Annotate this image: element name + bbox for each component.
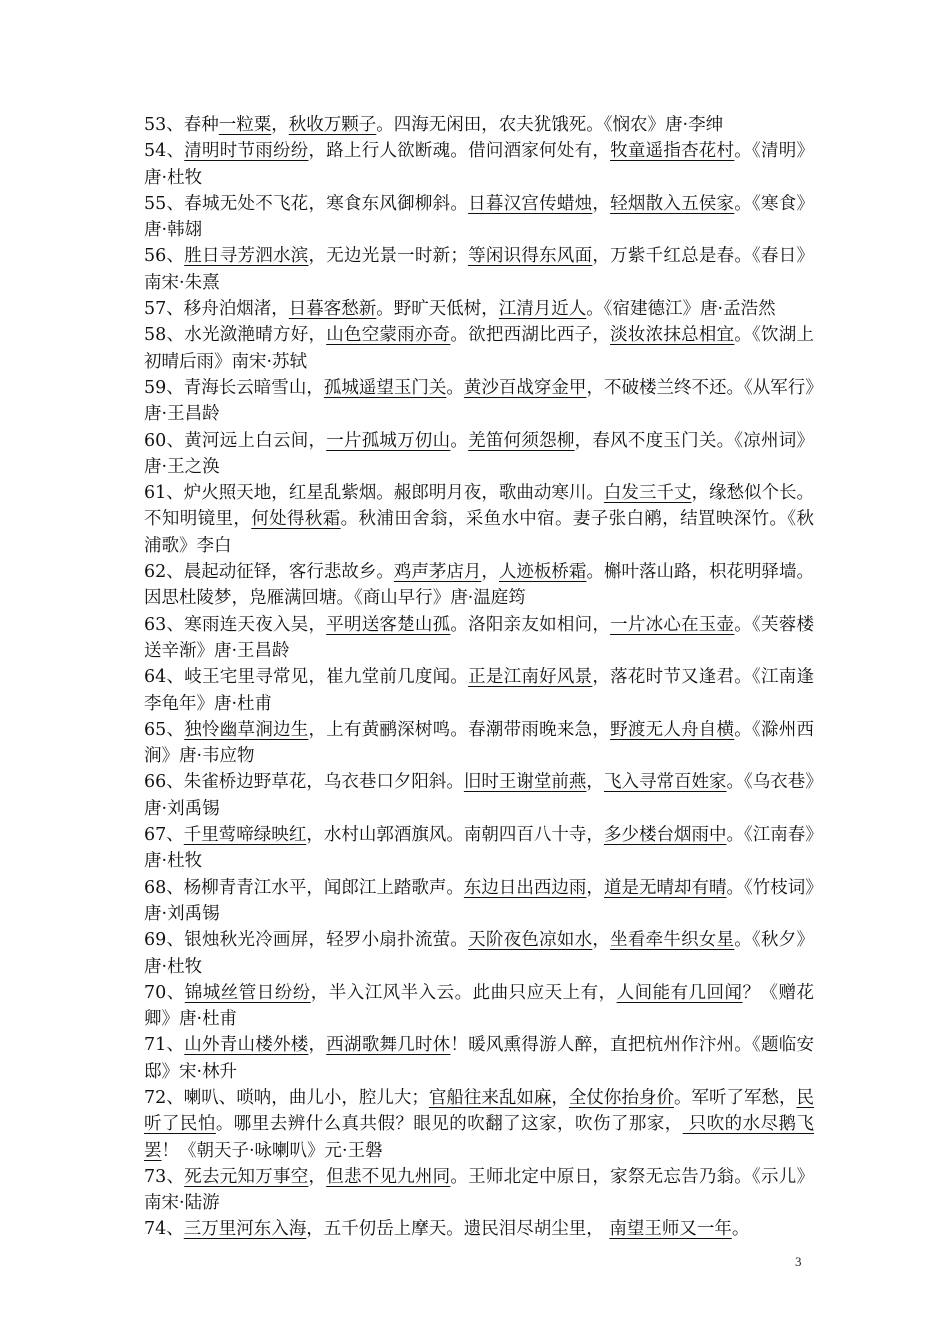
verse-text: 。哪里去辨什么真共假？眼见的吹翻了这家，吹伤了那家， — [215, 1114, 683, 1135]
verse-text: ，五千仞岳上摩天。遗民泪尽胡尘里， — [306, 1219, 610, 1240]
verse-text: ， — [586, 877, 604, 898]
verse-text: 。军听了军愁， — [673, 1087, 797, 1108]
verse-text: 57、移舟泊烟渚， — [144, 299, 289, 320]
verse-text: ，半入江风半入云。此曲只应天上有， — [310, 982, 617, 1003]
verse-text: 56、 — [144, 246, 185, 267]
verse-text: ，万紫千红总是春。《春日》南宋·朱熹 — [144, 246, 815, 293]
underlined-verse: 多少楼台烟雨中 — [603, 825, 727, 846]
verse-text: 。《寒食》唐·韩翃 — [144, 193, 815, 241]
verse-text: 。《滁州西涧》唐·韦应物 — [144, 719, 815, 767]
verse-text: ， — [551, 1087, 569, 1108]
verse-text: ！《朝天子·咏喇叭》元·王磐 — [161, 1140, 383, 1161]
verse-text: ， — [308, 1035, 327, 1056]
poem-list — [144, 112, 814, 1243]
verse-text: ，缘愁似个长。不知明镜里， — [144, 483, 814, 530]
poem-entry — [144, 296, 814, 322]
poem-entry — [144, 1085, 814, 1164]
verse-text: ，无边光景一时新； — [308, 246, 468, 267]
underlined-verse: 一粒粟 — [218, 115, 272, 135]
verse-text: 。 — [446, 377, 464, 398]
verse-text: 59、青海长云暗雪山， — [144, 377, 324, 398]
underlined-verse: 道是无晴却有晴 — [603, 877, 727, 898]
underlined-verse: 天阶夜色凉如水 — [468, 930, 593, 951]
verse-text: 。《乌衣巷》唐·刘禹锡 — [144, 772, 815, 819]
verse-text: ，路上行人欲断魂。借问酒家何处有， — [308, 141, 611, 162]
underlined-verse: 官船往来乱如麻 — [428, 1087, 552, 1108]
verse-text: 。 — [731, 1219, 750, 1240]
poem-entry — [144, 822, 814, 875]
verse-text: 73、 — [144, 1166, 185, 1187]
verse-text: 65、 — [144, 719, 185, 740]
verse-text: 64、岐王宅里寻常见，崔九堂前几度闻。 — [144, 667, 469, 688]
underlined-verse: 平明送客楚山孤 — [326, 614, 451, 635]
verse-text: ，落花时节又逢君。《江南逢李龟年》唐·杜甫 — [144, 667, 815, 714]
verse-text: ， — [592, 193, 611, 214]
poem-entry — [144, 428, 814, 481]
underlined-verse: 一片孤城万仞山 — [326, 430, 451, 451]
underlined-verse: 飞入寻常百姓家 — [603, 772, 727, 793]
verse-text: ， — [271, 115, 289, 135]
poem-entry — [144, 480, 814, 559]
poem-entry — [144, 375, 814, 428]
poem-entry — [144, 927, 814, 980]
underlined-verse: 白发三千丈 — [603, 483, 692, 504]
underlined-verse: 三万里河东入海 — [183, 1219, 307, 1240]
underlined-verse: 何处得秋霜 — [251, 509, 341, 530]
verse-text: ，不破楼兰终不还。《从军行》唐·王昌龄 — [144, 377, 815, 425]
underlined-verse: 但悲不见九州同 — [326, 1166, 451, 1187]
underlined-verse: 千里莺啼绿映红 — [183, 825, 307, 846]
underlined-verse: 轻烟散入五侯家 — [610, 193, 735, 214]
underlined-verse: 正是江南好风景 — [468, 667, 593, 688]
poem-entry — [144, 1164, 814, 1217]
underlined-verse: 等闲识得东风面 — [467, 246, 593, 267]
verse-text: 53、春种 — [144, 115, 219, 135]
underlined-verse: 黄沙百战穿金甲 — [463, 377, 587, 398]
poem-entry — [144, 717, 814, 770]
underlined-verse: 鸡声茅店月 — [393, 562, 482, 583]
poem-entry — [144, 664, 814, 717]
verse-text: 54、 — [144, 141, 185, 162]
verse-text: 。《竹枝词》唐·刘禹锡 — [144, 877, 815, 924]
poem-entry — [144, 112, 814, 138]
verse-text: 。《饮湖上初晴后雨》南宋·苏轼 — [144, 325, 815, 372]
verse-text: 71、 — [144, 1035, 185, 1056]
verse-text: 。槲叶落山路，枳花明驿墙。因思杜陵梦，凫雁满回塘。《商山早行》唐·温庭筠 — [144, 562, 815, 609]
verse-text: 。王师北定中原日，家祭无忘告乃翁。《示儿》南宋·陆游 — [144, 1166, 815, 1214]
poem-entry — [144, 612, 814, 665]
verse-text: 72、喇叭、唢呐，曲儿小，腔儿大； — [144, 1087, 429, 1108]
underlined-verse: 清明时节雨纷纷 — [184, 141, 309, 162]
verse-text: ， — [481, 562, 499, 583]
underlined-verse: 南望王师又一年 — [609, 1219, 732, 1240]
underlined-verse: 秋收万颗子 — [288, 115, 377, 135]
underlined-verse: 只吹的水尽鹅飞罢 — [144, 1114, 815, 1161]
verse-text: 55、春城无处不飞花，寒食东风御柳斜。 — [144, 193, 469, 214]
verse-text: ， — [586, 772, 604, 793]
underlined-verse: 牧童遥指杏花村 — [610, 141, 735, 162]
verse-text: 。四海无闲田，农夫犹饿死。《悯农》唐·李绅 — [376, 115, 724, 135]
underlined-verse: 民听了民怕 — [144, 1087, 815, 1135]
underlined-verse: 人迹板桥霜 — [498, 562, 587, 583]
poem-entry — [144, 191, 814, 244]
verse-text: 68、杨柳青青江水平，闻郎江上踏歌声。 — [144, 877, 464, 898]
poem-entry — [144, 138, 814, 191]
underlined-verse: 野渡无人舟自横 — [610, 719, 735, 740]
verse-text: ， — [592, 930, 611, 951]
verse-text: ，春风不度玉门关。《凉州词》唐·王之涣 — [144, 430, 815, 477]
poem-entry — [144, 875, 814, 928]
verse-text: 69、银烛秋光冷画屏，轻罗小扇扑流萤。 — [144, 930, 469, 951]
verse-text: 70、 — [144, 982, 185, 1003]
poem-entry — [144, 1216, 814, 1242]
verse-text: 62、晨起动征铎，客行悲故乡。 — [144, 562, 394, 583]
underlined-verse: 锦城丝管日纷纷 — [184, 982, 311, 1003]
poem-entry — [144, 1032, 814, 1085]
verse-text: 74、 — [144, 1219, 184, 1240]
verse-text: ， — [308, 1166, 327, 1187]
underlined-verse: 羌笛何须怨柳 — [468, 430, 575, 451]
poem-entry — [144, 769, 814, 822]
verse-text: 。《江南春》唐·杜牧 — [144, 825, 815, 872]
verse-text: 63、寒雨连天夜入吴， — [144, 614, 327, 635]
underlined-verse: 坐看牵牛织女星 — [610, 930, 735, 951]
underlined-verse: 胜日寻芳泗水滨 — [184, 246, 309, 267]
underlined-verse: 日暮汉宫传蜡烛 — [468, 193, 593, 214]
verse-text: 。《宿建德江》唐·孟浩然 — [586, 299, 776, 320]
poem-entry — [144, 322, 814, 375]
verse-text: 67、 — [144, 825, 184, 846]
verse-text: 。洛阳亲友如相问， — [450, 614, 611, 635]
underlined-verse: 江清月近人 — [498, 299, 587, 320]
verse-text: 。秋浦田舍翁，采鱼水中宿。妻子张白鹇，结罝映深竹。《秋浦歌》李白 — [144, 509, 815, 556]
verse-text: ，水村山郭酒旗风。南朝四百八十寺， — [306, 825, 604, 846]
verse-text: ，上有黄鹂深树鸣。春潮带雨晚来急， — [308, 719, 611, 740]
underlined-verse: 山色空蒙雨亦奇 — [326, 325, 451, 346]
verse-text: ？《赠花卿》唐·杜甫 — [144, 982, 815, 1030]
poem-entry — [144, 980, 814, 1033]
underlined-verse: 西湖歌舞几时休 — [326, 1035, 451, 1056]
poem-entry — [144, 243, 814, 296]
underlined-verse: 淡妆浓抹总相宜 — [610, 325, 735, 346]
underlined-verse: 东边日出西边雨 — [463, 877, 587, 898]
verse-text: 。 — [450, 430, 469, 451]
underlined-verse: 独怜幽草涧边生 — [184, 719, 309, 740]
underlined-verse: 全仗你抬身价 — [568, 1087, 674, 1108]
underlined-verse: 死去元知万事空 — [184, 1166, 309, 1187]
page-number: 3 — [795, 1254, 802, 1269]
verse-text: 60、黄河远上白云间， — [144, 430, 327, 451]
verse-text: 。《清明》唐·杜牧 — [144, 141, 815, 188]
underlined-verse: 山外青山楼外楼 — [184, 1035, 309, 1056]
underlined-verse: 日暮客愁新 — [288, 299, 377, 320]
underlined-verse: 人间能有几回闻 — [616, 982, 743, 1003]
underlined-verse: 孤城遥望玉门关 — [323, 377, 447, 398]
underlined-verse: 一片冰心在玉壶 — [610, 614, 735, 635]
verse-text: 61、炉火照天地，红星乱紫烟。赧郎明月夜，歌曲动寒川。 — [144, 483, 604, 504]
verse-text: 66、朱雀桥边野草花，乌衣巷口夕阳斜。 — [144, 772, 464, 793]
verse-text: 。《芙蓉楼送辛渐》唐·王昌龄 — [144, 614, 815, 661]
verse-text: 58、水光潋滟晴方好， — [144, 325, 327, 346]
verse-text: 。野旷天低树， — [376, 299, 499, 320]
underlined-verse: 旧时王谢堂前燕 — [463, 772, 587, 793]
verse-text: ！暖风熏得游人醉，直把杭州作汴州。《题临安邸》宋·林升 — [144, 1035, 815, 1082]
verse-text: 。欲把西湖比西子， — [450, 325, 611, 346]
poem-entry — [144, 559, 814, 612]
verse-text: 。《秋夕》唐·杜牧 — [144, 930, 815, 977]
